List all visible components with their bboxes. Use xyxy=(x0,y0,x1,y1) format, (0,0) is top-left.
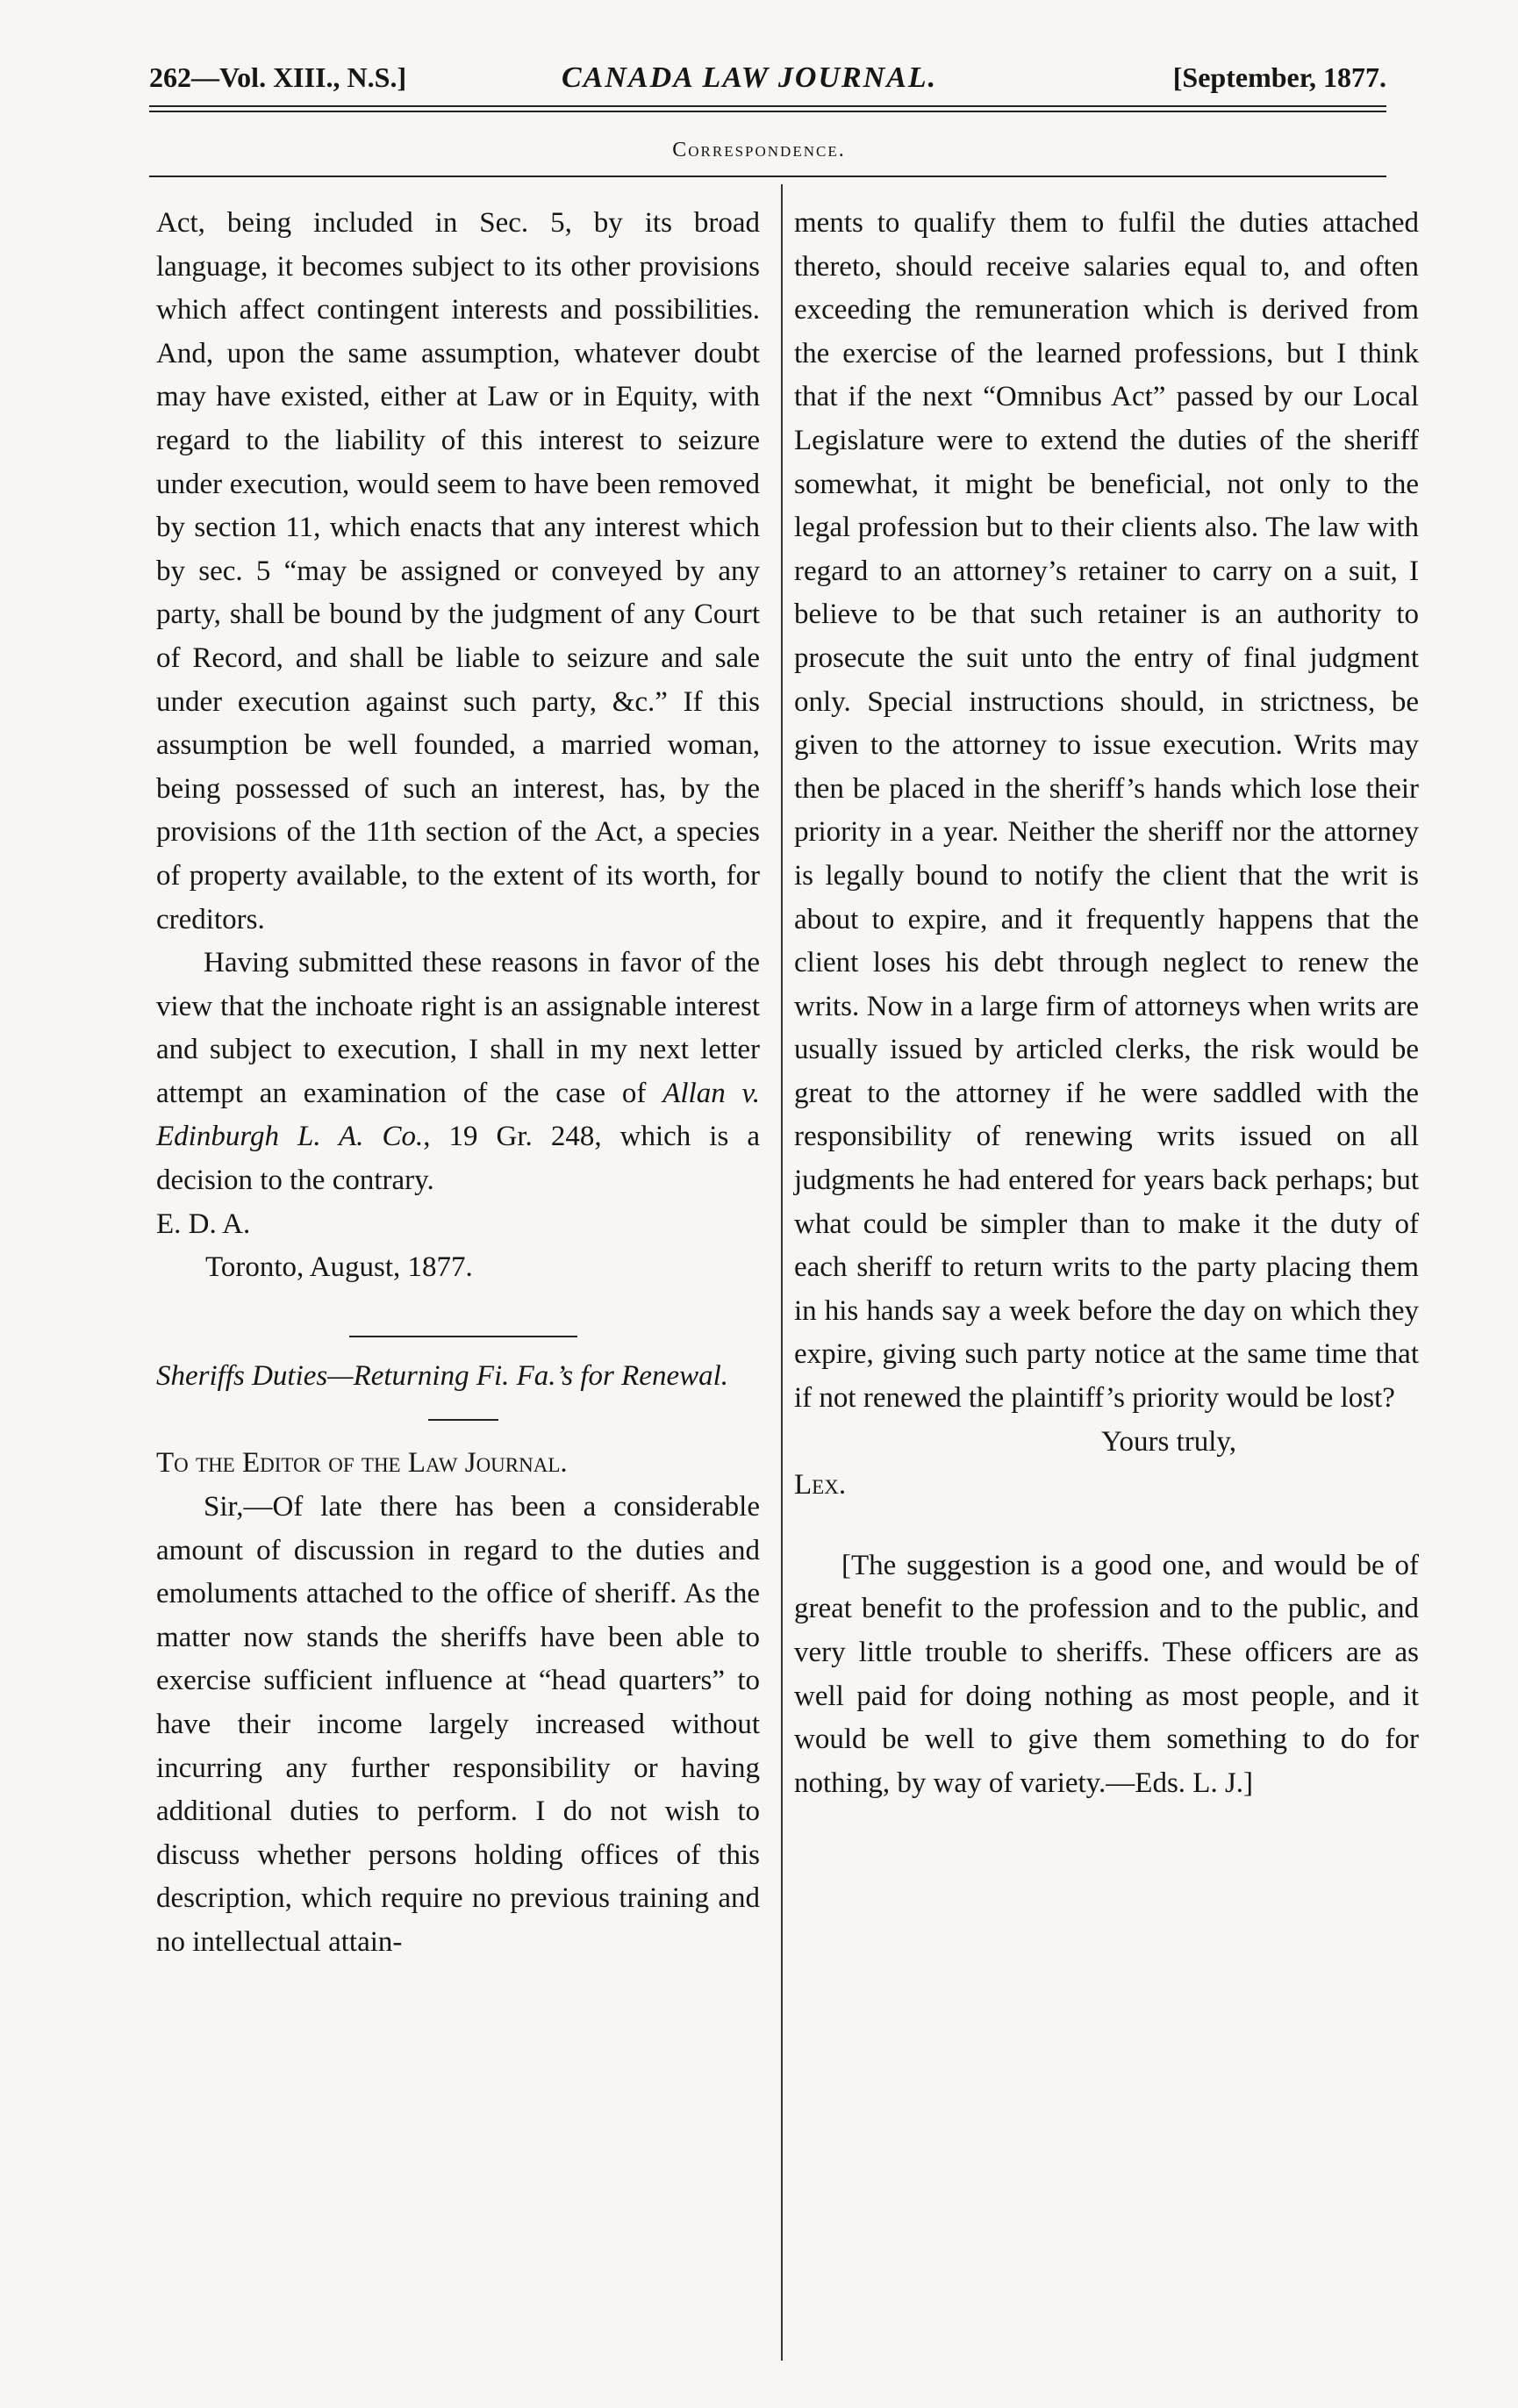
page-volume: 262—Vol. XIII., N.S.] xyxy=(149,61,407,93)
editor-salutation-heading: To the Editor of the Law Journal. xyxy=(156,1447,568,1480)
left-paragraph-2 xyxy=(156,942,760,1203)
editorial-note: [The suggestion is a good one, and would be of great benefit to the profession and to the public, and very little trouble to sheriffs. These officers are as well paid for doing nothing as most people, and it would be well to give them something to do for nothing, by way of variety.—Eds. L. J.] xyxy=(794,1549,1419,1799)
journal-title: CANADA LAW JOURNAL. xyxy=(562,61,938,94)
column-divider xyxy=(781,184,783,2361)
header-rule-top xyxy=(149,105,1386,107)
letter-closing: Yours truly, xyxy=(1101,1425,1237,1458)
section-title: Correspondence. xyxy=(672,139,846,161)
right-paragraph-1: ments to qualify them to fulfil the duties attached thereto, should receive salaries equal to, and often exceeding the remuneration which is derived from the exercise of the learned professions, but I think that if the next “Omnibus Act” passed by our Local Legislature were to extend the duties of the sheriff somewhat, it might be beneficial, not only to the legal profession but to their clients also. The law with regard to an attorney’s retainer to carry on a suit, I believe to be that such retainer is an authority to prosecute the suit unto the entry of final judgment only. Special instructions should, in strictness, be given to the attorney to issue execution. Writs may then be placed in the sheriff’s hands which lose their priority in a year. Neither the sheriff nor the attorney is legally bound to notify the client that the writ is about to expire, and it frequently happens that the client loses his debt through neglect to renew the writs. Now in a large firm of attorneys when writs are usually issued by articled clerks, the risk would be great to the attorney if he were saddled with the responsibility of renewing writs issued on all judgments he had entered for years back perhaps; but what could be simpler than to make it the duty of each sheriff to return writs to the party placing them in his hands say a week before the day on which they expire, giving such party notice at the same time that if not renewed the plaintiff’s priority would be lost? xyxy=(794,207,1419,1415)
header-rule-bottom xyxy=(149,111,1386,112)
letter-dateline: Toronto, August, 1877. xyxy=(205,1251,473,1284)
left-paragraph-2-start: Having submitted these reasons in favor of the view that the inchoate right is an assignable interest and subject to execution, I shall in my next letter attempt an examination of the case of xyxy=(156,947,760,1109)
issue-date: [September, 1877. xyxy=(1172,61,1386,93)
running-header xyxy=(149,61,1386,105)
left-paragraph-3: Sir,—Of late there has been a considerable amount of discussion in regard to the duties and emoluments attached to the office of sheriff. As the matter now stands the sheriffs have been able to exercise sufficient influence at “head quarters” to have their income largely increased without incurring any further responsibility or having additional duties to perform. I do not wish to discuss whether persons holding offices of this description, which require no previous training and no intellectual attain- xyxy=(156,1491,760,1958)
section-rule xyxy=(149,176,1386,177)
left-paragraph-2-end: , 19 Gr. 248, which is a decision to the contrary. xyxy=(156,1121,760,1197)
case-citation: Allan v. Edinburgh L. A. Co. xyxy=(156,1077,760,1153)
left-paragraph-1: Act, being included in Sec. 5, by its broad language, it becomes subject to its other provisions which affect contingent interests and possibilities. And, upon the same assumption, whatever doubt may have existed, either at Law or in Equity, with regard to the liability of this interest to seizure under execution, would seem to have been removed by section 11, which enacts that any interest which by sec. 5 “may be assigned or conveyed by any party, shall be bound by the judgment of any Court of Record, and shall be liable to seizure and sale under execution against such party, &c.” If this assumption be well founded, a married woman, being possessed of such an interest, has, by the provisions of the 11th section of the Act, a species of property available, to the extent of its worth, for creditors. xyxy=(156,207,760,935)
article-separator-rule xyxy=(349,1336,577,1337)
title-rule xyxy=(428,1419,498,1421)
letter-signature: E. D. A. xyxy=(156,1208,251,1240)
right-column xyxy=(794,202,1419,1805)
left-column xyxy=(156,202,760,1965)
letter-signature-lex: Lex. xyxy=(794,1469,847,1501)
article-title: Sheriffs Duties—Returning Fi. Fa.’s for Renewal. xyxy=(156,1359,729,1392)
